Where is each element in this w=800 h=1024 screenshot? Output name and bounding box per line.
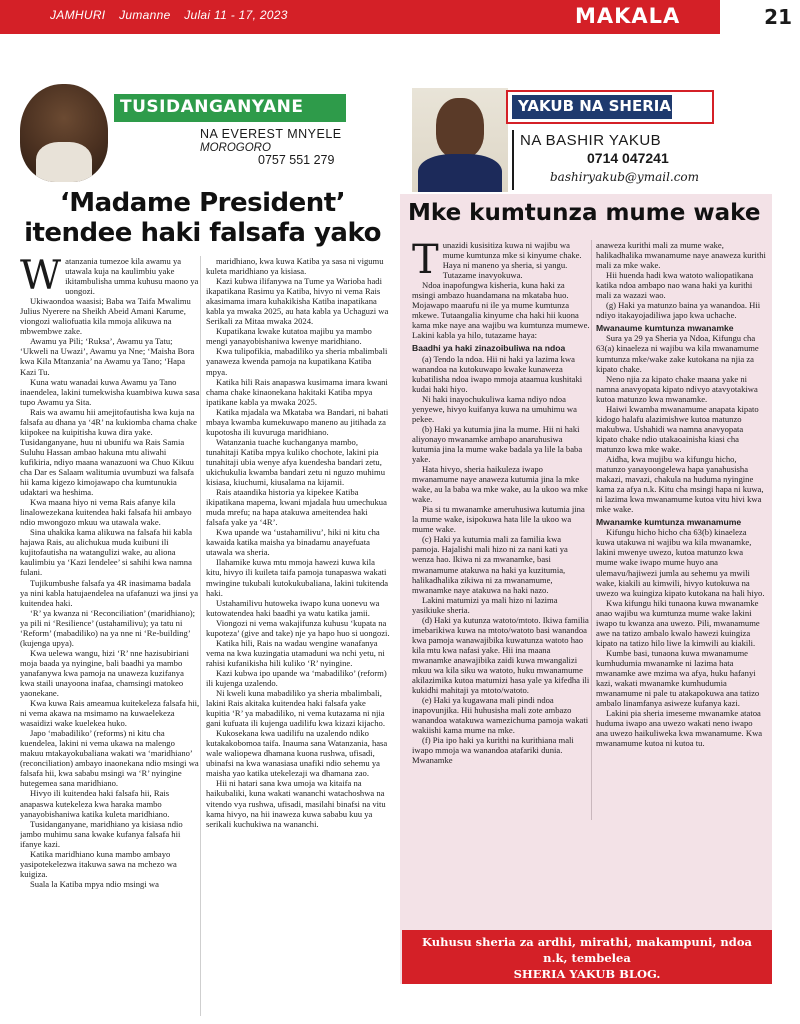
byline: NA EVEREST MNYELE <box>200 127 342 141</box>
article-paragraph: Sura ya 29 ya Sheria ya Ndoa, Kifungu cha 63(a) kinaeleza ni wajibu wa kila mwanamume kumtunza mke/wake zake kutokana na njia za kipato chake. <box>596 333 759 374</box>
article-paragraph: (e) Haki ya kugawana mali pindi ndoa inapovunjika. Hii huhusisha mali zote ambazo wanandoa watakuwa wamezichuma pamoja wakati wakiishi kama mume na mke. <box>412 695 589 736</box>
issue-info <box>50 8 298 22</box>
article-paragraph: Kifungu hicho hicho cha 63(b) kinaeleza kuwa utakuwa ni wajibu wa kila mwanamke, lakini mwenye uwezo, kutoa matunzo kwa mume wake iwapo mume huyo ana ulemavu/hajiwezi jumla au sehemu ya mwili wake, kiakili au kimwili, hivyo kutokuwa na uwezo wa kuingiza kipato kutokana na hali hiyo. <box>596 527 765 598</box>
article-paragraph: Ilahamike kuwa mtu mmoja hawezi kuwa kila kitu, hivyo ili kuileta taifa pamoja tunapaswa wakati mwingine tukubali kutokukubaliana, lakini tukitenda haki. <box>206 557 389 598</box>
columnist-email: bashiryakub@ymail.com <box>550 170 700 184</box>
article-paragraph: (c) Haki ya kutumia mali za familia kwa pamoja. Hajalishi mali hizo ni za nani kati ya wenza hao. Ikiwa ni za mwanamke, basi mwanamume atakuwa na haki ya kuzitumia, halikadhalika zikiwa ni za mwanamume, mwanamke naye atakuwa na haki nazo. <box>412 534 568 595</box>
paragraph-text: unazidi kusisitiza kuwa ni wajibu wa mume kumtunza mke si kinyume chake. Haya ni maneno ya sheria, si yangu. Tutazame inavyokuwa. <box>442 240 582 281</box>
article-subheading: Mwanaume kumtunza mwanamke <box>596 323 734 334</box>
page-header <box>0 0 800 34</box>
drop-cap: W <box>20 256 62 299</box>
article-paragraph: (b) Haki ya kutumia jina la mume. Hii ni haki aliyonayo mwanamke ambapo anaruhusiwa kutumia jina la mume wake badala ya lile la baba yake. <box>412 423 583 464</box>
article-paragraph: Kwa kifungu hiki tunaona kuwa mwanamke anao wajibu wa kumtunza mume wake lakini iwapo tu kwanza ana uwezo. Pili, mwanamume awe na tatizo ambalo kwalo hawezi kuingiza kipato na tatizo hilo liwe la kimwili au kiakili. <box>596 597 760 648</box>
article-paragraph: Kwa uelewa wangu, hizi ‘R’ nne hazisubiriani moja baada ya nyingine, bali baadhi ya mambo yanafanywa kwa pamoja na unaweza kuzifanya kwa staili unayoona inafaa, chamsingi matokeo yaonekane. <box>20 647 190 699</box>
article-paragraph <box>412 240 590 283</box>
article-paragraph: Japo ‘mabadiliko’ (reforms) ni kitu cha kuendelea, lakini ni vema ukawa na malengo makuu mtakayokubaliana wakati wa ‘maridhiano’ (reconciliation) ambayo inaonekana ndio msingi wa falsafa hii, kwa sababu msingi wa ‘R’ nyingine hutegemea sana maridhiano. <box>20 728 199 789</box>
article-paragraph: Rais ataandika historia ya kipekee Katiba ikipatikana mapema, kwani mjadala huu umechukua muda mrefu; na hapa atakuwa ameitendea haki falsafa yake ya ‘4R’. <box>206 487 387 528</box>
article-paragraph: Katika maridhiano kuna mambo ambayo yasipotekelezwa itakuwa sawa na mchezo wa kuigiza. <box>20 848 177 879</box>
article-paragraph: Rais wa awamu hii amejitofautisha kwa kuja na falsafa au dhana ya ‘4R’ na kukiomba chama chake kiipokee na kuipitisha kuwa dira yake. Tusidanganyane, huu ni ubunifu wa Rais Samia Suluhu Hassan ambao hakuna mtu aliwahi kufikiria, ndiyo maana wanazuoni wa Chuo Kikuu cha Dar es Salaam walitumia uvumbuzi wa falsafa hii kama kigezo kimojawapo cha kumtunukia udaktari wa heshima. <box>20 406 197 498</box>
article-column-2 <box>206 256 390 1016</box>
article-paragraph: anaweza kurithi mali za mume wake, halikadhalika mwanamume naye anaweza kurithi mali za mke wake. <box>596 240 766 271</box>
photo-face <box>436 98 484 158</box>
article-paragraph: (a) Tendo la ndoa. Hii ni haki ya lazima kwa wanandoa na kutokuwapo kwake kunaweza kubatilisha ndoa iwapo mmoja ataamua kushitaki kudai haki hiyo. <box>412 353 583 394</box>
article-paragraph: Watanzania tuache kuchanganya mambo, tunahitaji Katiba mpya kuliko chochote, lakini pia tunahitaji ubia wenye afya kuendesha bandari zetu, ukichukulia kwamba bandari zetu ni nguzo muhimu kisiasa, kiuchumi, kiusalama na kijamii. <box>206 436 385 488</box>
article-paragraph: (f) Pia ipo haki ya kurithi na kurithiana mali iwapo mmoja wa wanandoa atafariki dunia. Mwanamke <box>412 735 574 766</box>
article-paragraph: Ukiwaondoa waasisi; Baba wa Taifa Mwalimu Julius Nyerere na Sheikh Abeid Amani Karume, viongozi waliofuatia kila mmoja alikuwa na mbwembwe zake. <box>20 296 191 337</box>
article-paragraph: Kwa upande wa ‘ustahamilivu’, hiki ni kitu cha kawaida katika maisha ya binadamu anayefuata utawala wa sheria. <box>206 527 380 558</box>
article-paragraph <box>20 256 200 299</box>
article-paragraph: Ni kweli kuna mabadiliko ya sheria mbalimbali, lakini Rais akitaka kuitendea haki falsafa yake kupitia ‘R’ ya mabadiliko, ni vema kutazama ni njia gani kufuata ili kujenga uadilifu kwa kizazi kijacho. <box>206 688 385 729</box>
article-headline: ‘Madame President’ itendee haki falsafa yako <box>24 188 381 248</box>
article-paragraph: Haiwi kwamba mwanamume anapata kipato kidogo halafu alazimishwe kutoa matunzo makubwa. Ushahidi wa namna anavyopata kipato chake ndio utakaoainisha kiasi cha matunzo kwa mke wake. <box>596 403 759 454</box>
columnist-phone: 0714 047241 <box>587 150 669 166</box>
page-number: 21 <box>764 5 792 29</box>
columnist-phone: 0757 551 279 <box>258 153 335 167</box>
article-paragraph: Awamu ya Pili; ‘Ruksa’, Awamu ya Tatu; ‘Ukweli na Uwazi’, Awamu ya Nne; ‘Maisha Bora kwa Kila Mtanzania’ na Awamu ya Tano; ‘Hapa Kazi Tu. <box>20 336 195 377</box>
section-title: MAKALA <box>575 4 681 28</box>
drop-cap: T <box>412 240 439 283</box>
column-name-banner: YAKUB NA SHERIA <box>512 95 672 119</box>
article-paragraph: Hivyo ili kuitendea haki falsafa hii, Rais anapaswa kutekeleza kwa haraka mambo yanayobishaniwa katika kuleta maridhiano. <box>20 788 170 819</box>
article-paragraph: Hii huenda hadi kwa watoto waliopatikana katika ndoa ambapo nao wana haki ya kurithi mali za wazazi wao. <box>596 270 754 301</box>
article-paragraph: Kumbe basi, tunaona kuwa mwanamume kumhudumia mwanamke ni lazima hata mwanamke awe mzima wa afya, huku hafanyi kazi, wakati mwanamke kumhudumia mwanamume ni pale tu atakapokuwa ana tatizo ambalo linamfanya asiweze kufanya kazi. <box>596 647 760 709</box>
article-paragraph: Katika mjadala wa Mkataba wa Bandari, ni bahati mbaya kwamba kumekuwapo maneno au jitihada za kupotosha ili kuvuruga maridhiano. <box>206 406 389 437</box>
columnist-photo <box>20 84 108 182</box>
article-paragraph: Ndoa inapofungwa kisheria, kuna haki za msingi ambazo huandamana na mkataba huo. Mojawapo maarufu ni ile ya mume kumtunza mkewe. Tutaangalia kinyume cha haki hii kuona kama mke naye ana wajibu wa kumtunza mumewe. Lakini kabla ya hilo, tutazame haya: <box>412 280 590 341</box>
promo-line-3: SHERIA YAKUB BLOG. <box>513 967 661 981</box>
article-paragraph: Kwa tulipofikia, mabadiliko ya sheria mbalimbali yanaweza kwenda pamoja na kupatikana Katiba mpya. <box>206 346 388 377</box>
article-paragraph: (d) Haki ya kutunza watoto/mtoto. Ikiwa familia imebarikiwa kuwa na mtoto/watoto basi wanandoa kwa pamoja wanawajibika kuwatunza watoto hao kila mtu kwa nafasi yake. Hii ina maana mwanamke anawajibika zaidi kuwa mwangalizi mkuu wa kila siku wa watoto, huku mwanamume akilazimika kutoa matumizi hasa yale ya kifedha ili kukidhi mahitaji ya mtoto/watoto. <box>412 614 590 696</box>
article-paragraph: Tujikumbushe falsafa ya 4R inasimama badala ya nini kabla hatujaendelea na ufafanuzi wa jinsi ya kuitendea haki. <box>20 577 199 608</box>
article-paragraph: Hii ni hatari sana kwa umoja wa kitaifa na haikubaliki, kuna wakati wananchi watachoshwa na vitendo vya rushwa, ufisadi, masilahi binafsi na vitu kama hivyo, na hii inaweza kuwa sababu kuu ya serikali kuchukiwa na wananchi. <box>206 778 386 829</box>
article-paragraph: maridhiano, kwa kuwa Katiba ya sasa ni vigumu kuleta maridhiano ya kisiasa. <box>206 256 384 277</box>
article-paragraph: Lakini matumizi ya mali hizo ni lazima yasikiuke sheria. <box>412 594 558 615</box>
article-paragraph: Pia si tu mwanamke ameruhusiwa kutumia jina la mume wake, isipokuwa hata lile la ukoo wa mume wake. <box>412 504 585 535</box>
article-paragraph: Katika hili, Rais na wadau wengine wanafanya vema na kwa kuzingatia utamaduni wa nchi yetu, ni rahisi kufanikisha hili kuliko ‘R’ nyingine. <box>206 637 385 668</box>
article-paragraph: ‘R’ ya kwanza ni ‘Reconciliation’ (maridhiano); ya pili ni ‘Resilience’ (ustahamilivu); ya tatu ni ‘Reform’ (mabadiliko) na ya nne ni ‘Re-building’ (kujenga upya). <box>20 607 196 648</box>
column-divider <box>591 240 592 820</box>
paragraph-text: atanzania tumezoe kila awamu ya utawala kuja na kaulimbiu yake ikitambulisha umma kuhusu maono ya uongozi. <box>65 256 199 297</box>
paper-name: JAMHURI <box>50 8 106 22</box>
issue-day: Jumanne <box>119 8 171 22</box>
issue-dates: Julai 11 - 17, 2023 <box>184 8 288 22</box>
article-paragraph: Hata hivyo, sheria haikuleza iwapo mwanamume naye anaweza kutumia jina la mke wake, au la baba wa mke wake, au la ukoo wa mke wake. <box>412 464 588 505</box>
article-paragraph: Kwa kuwa Rais ameamua kuitekeleza falsafa hii, ni vema akawa na msimamo na kuwaelekeza wasaidizi wake kuelekea huko. <box>20 698 200 729</box>
blog-promo-box <box>402 930 772 984</box>
article-subheading: Mwanamke kumtunza mwanamume <box>596 517 742 528</box>
column-name-frame <box>506 90 714 124</box>
article-headline: Mke kumtunza mume wake <box>408 200 761 226</box>
article-paragraph: Lakini pia sheria imeseme mwanamke atatoa huduma iwapo ana uwezo wakati neno iwapo ana uwezo haikuliweka kwa mwanamume. Kwa mwanamume kutoa ni kutoa tu. <box>596 708 763 749</box>
promo-line-1: Kuhusu sheria za ardhi, mirathi, makampuni, ndoa <box>422 935 752 949</box>
article-column-4 <box>596 240 766 810</box>
columnist-photo <box>412 88 508 192</box>
article-paragraph: Kupatikana kwake kutatoa majibu ya mambo mengi yanayobishaniwa kwenye maridhiano. <box>206 326 372 347</box>
article-paragraph: Tusidanganyane, maridhiano ya kisiasa ndio jambo muhimu sana kwake kufanya falsafa hii ifanye kazi. <box>20 818 183 849</box>
article-paragraph: Kazi kubwa ipo upande wa ‘mabadiliko’ (reform) ili kujenga uzalendo. <box>206 667 387 688</box>
byline-rule <box>512 130 514 190</box>
article-subheading: Baadhi ya haki zinazoibuliwa na ndoa <box>412 343 566 354</box>
article-column-1 <box>20 256 200 1016</box>
photo-body <box>418 154 502 192</box>
article-paragraph: Kazi kubwa ilifanywa na Tume ya Warioba hadi ikapatikana Rasimu ya Katiba, hivyo ni vema Rais akasimama imara kuhakikisha Katiba inapatikana kabla ya mwaka 2025, au hata kabla ya Uchaguzi wa Serikali za Mitaa mwaka 2024. <box>206 276 389 327</box>
article-paragraph: Kuna watu wanadai kuwa Awamu ya Tano inaendelea, lakini tumekwisha kuambiwa kuwa sasa tupo Awamu ya Sita. <box>20 376 200 407</box>
article-paragraph: (g) Haki ya matunzo baina ya wanandoa. Hii ndiyo itakayojadiliwa japo kwa uchache. <box>596 300 761 321</box>
article-paragraph: Viongozi ni vema wakajifunza kuhusu ‘kupata na kupoteza’ (give and take) nje ya hapo huo si uongozi. <box>206 617 390 638</box>
article-paragraph: Kukosekana kwa uadilifu na uzalendo ndiko kutakakobomoa taifa. Inauma sana Watanzania, hasa wale waliopewa dhamana kuona rushwa, ufisadi, ubinafsi na kwa wanasiasa unafiki ndio sehemu ya maisha yao katika utekelezaji wa dhamana zao. <box>206 728 388 779</box>
column-divider <box>200 256 201 1016</box>
article-column-3 <box>412 240 590 980</box>
article-paragraph: Neno njia za kipato chake maana yake ni namna anavyopata kipato ndivyo atavyotakiwa kutoa matunzo kwa mwanamke. <box>596 373 758 404</box>
promo-line-2: n.k, tembelea <box>543 951 631 965</box>
article-paragraph: Ni haki inayochukuliwa kama ndiyo ndoa yenyewe, hivyo kuifanya kuwa na umuhimu wa pekee. <box>412 393 577 424</box>
article-paragraph: Ustahamilivu hutoweka iwapo kuna uonevu wa kutowatendea haki baadhi ya watu katika jamii. <box>206 597 380 618</box>
byline-location: MOROGORO <box>200 142 271 154</box>
article-paragraph: Aidha, kwa mujibu wa kifungu hicho, matunzo yanayoongelewa hapa yanahusisha makazi, mavazi, chakula na huduma nyingine kama za afya n.k. Kitu cha msingi hapa ni kuwa, ni lazima kwa mwanamume kutoa vitu hivi kwa mke wake. <box>596 453 764 515</box>
column-name-banner: TUSIDANGANYANE <box>114 94 346 122</box>
article-paragraph: Katika hili Rais anapaswa kusimama imara kwani chama chake kinaonekana hakitaki Katiba mpya ipatikane kabla ya mwaka 2025. <box>206 376 388 407</box>
article-paragraph: Sina uhakika kama alikuwa na falsafa hii kabla hajawa Rais, au alichukua muda kuibuni ili kujitofautisha na watangulizi wake, au aliona kaulimbiu ya ‘Kazi Iendelee’ si sahihi kwa namna fulani. <box>20 527 193 578</box>
article-paragraph: Kwa maana hiyo ni vema Rais afanye kila linalowezekana kuitendea haki falsafa hii ambayo ndio mwongozo mkuu wa utawala wake. <box>20 497 192 528</box>
article-paragraph: Suala la Katiba mpya ndio msingi wa <box>30 878 159 889</box>
byline: NA BASHIR YAKUB <box>520 132 662 149</box>
